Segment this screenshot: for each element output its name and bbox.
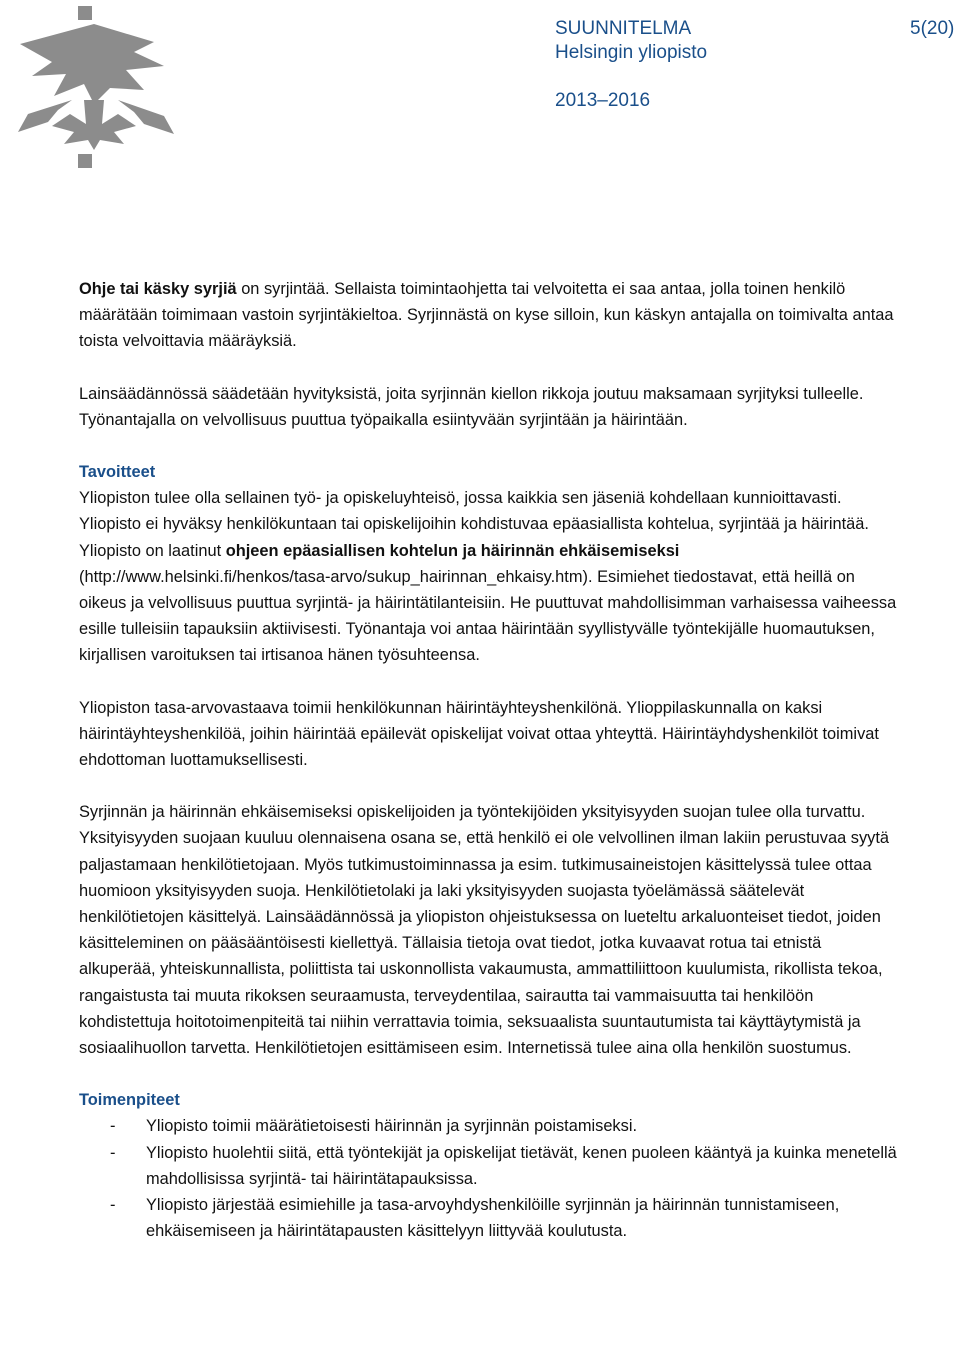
document-body: [79, 276, 899, 1245]
paragraph-privacy: Syrjinnän ja häirinnän ehkäisemiseksi opiskelijoiden ja työntekijöiden yksityisyyden suojan tulee olla turvattu. Yksityisyyden suojaan kuuluu olennaisena osana se, että henkilö ei ole velvollinen ilman lakiin perustuvaa syytä paljastamaan henkilötietojaan. Myös tutkimustoiminnassa ja esim. tutkimusaineistojen käsittelyssä tulee ottaa huomioon yksityisyyden suoja. Henkilötietolaki ja laki yksityisyyden suojasta työelämässä säätelevät henkilötietojen käsittelyä. Lainsäädännössä ja yliopiston ohjeistuksessa on lueteltu arkaluonteiset tiedot, joiden käsitteleminen on pääsääntöisesti kiellettyä. Tällaisia tietoja ovat tiedot, jotka kuvaavat rotua tai etnistä alkuperää, yhteiskunnallista, poliittista tai uskonnollista vakaumusta, ammattiliittoon kuulumista, rikollista tekoa, rangaistusta tai muuta rikoksen seuraamusta, terveydentilaa, sairautta tai vammaisuutta tai henkilöön kohdistettuja hoitotoimenpiteitä tai niihin verrattavia toimia, seksuaalista suuntautumista tai käyttäytymistä ja sosiaalihuollon tarvetta. Henkilötietojen esittämiseen esim. Internetissä tulee aina olla henkilön suostumus.: [79, 803, 890, 1058]
dash-bullet: -: [110, 1143, 116, 1162]
measures-list: [79, 1113, 899, 1244]
paragraph-compensation: Lainsäädännössä säädetään hyvityksistä, joita syrjinnän kiellon rikkoja joutuu maksamaan syrjityksi tulleelle. Työnantajalla on velvollisuus puuttua työpaikalla esiintyvään syrjintään ja häirintään.: [79, 384, 864, 429]
dash-bullet: -: [110, 1117, 116, 1136]
bold-term: Ohje tai käsky syrjiä: [79, 280, 237, 298]
list-item: - Yliopisto toimii määrätietoisesti häirinnän ja syrjinnän poistamiseksi.: [79, 1113, 899, 1139]
section-heading-goals: Tavoitteet: [79, 463, 156, 482]
plan-period: 2013–2016: [555, 90, 651, 111]
document-type: SUUNNITELMA: [555, 18, 692, 39]
dash-bullet: -: [110, 1196, 116, 1215]
paragraph-goals: Yliopiston tulee olla sellainen työ- ja opiskeluyhteisö, jossa kaikkia sen jäseniä kohdellaan kunnioittavasti. Yliopisto ei hyväksy henkilökuntaan tai opiskelijoihin kohdistuvaa epäasiallista kohtelua, syrjintää ja häirintää. Yliopisto on laatinut ohjeen epäasiallisen kohtelun ja häirinnän ehkäisemiseksi (http://www.helsinki.fi/henkos/tasa-arvo/sukup_hairinnan_ehkaisy.htm). Esimiehet tiedostavat, että heillä on oikeus ja velvollisuus puuttua syrjintä- ja häirintätilanteisiin. He puuttuvat mahdollisimman varhaisessa vaiheessa esille tulleisiin tapauksiin aktiivisesti. Työnantaja voi antaa häirintään syyllistyvälle työntekijälle huomautuksen, kirjallisen varoituksen tai irtisanoa hänen työsuhteensa.: [79, 489, 897, 665]
list-item: - Yliopisto järjestää esimiehille ja tasa-arvoyhdyshenkilöille syrjinnän ja häirinnän tunnistamiseen, ehkäisemiseen ja häirintätapausten käsittelyyn liittyvää koulutusta.: [79, 1192, 899, 1244]
university-logo-icon: [14, 4, 174, 170]
bold-guideline-title: ohjeen epäasiallisen kohtelun ja häirinnän ehkäisemiseksi: [225, 541, 680, 560]
page-number: 5(20): [910, 18, 955, 39]
paragraph-instruction-discrimination: Ohje tai käsky syrjiä on syrjintää. Sellaista toimintaohjetta tai velvoitetta ei saa antaa, jolla toinen henkilö määrätään toimimaan vastoin syrjintäkieltoa. Syrjinnästä on kyse silloin, kun käskyn antajalla on toimivalta antaa toista velvoittavia määräyksiä.: [79, 280, 894, 351]
organization-name: Helsingin yliopisto: [555, 42, 708, 63]
section-heading-measures: Toimenpiteet: [79, 1091, 180, 1110]
list-item: - Yliopisto huolehtii siitä, että työntekijät ja opiskelijat tietävät, kenen puoleen kääntyä ja kuinka menetellä mahdollisissa syrjintä- tai häirintätapauksissa.: [79, 1140, 899, 1192]
paragraph-harassment-contacts: Yliopiston tasa-arvovastaava toimii henkilökunnan häirintäyhteyshenkilönä. Ylioppilaskunnalla on kaksi häirintäyhteyshenkilöä, joihin häirintää epäilevät opiskelijat voivat ottaa yhteyttä. Häirintäyhdyshenkilöt toimivat ehdottoman luottamuksellisesti.: [79, 698, 879, 770]
